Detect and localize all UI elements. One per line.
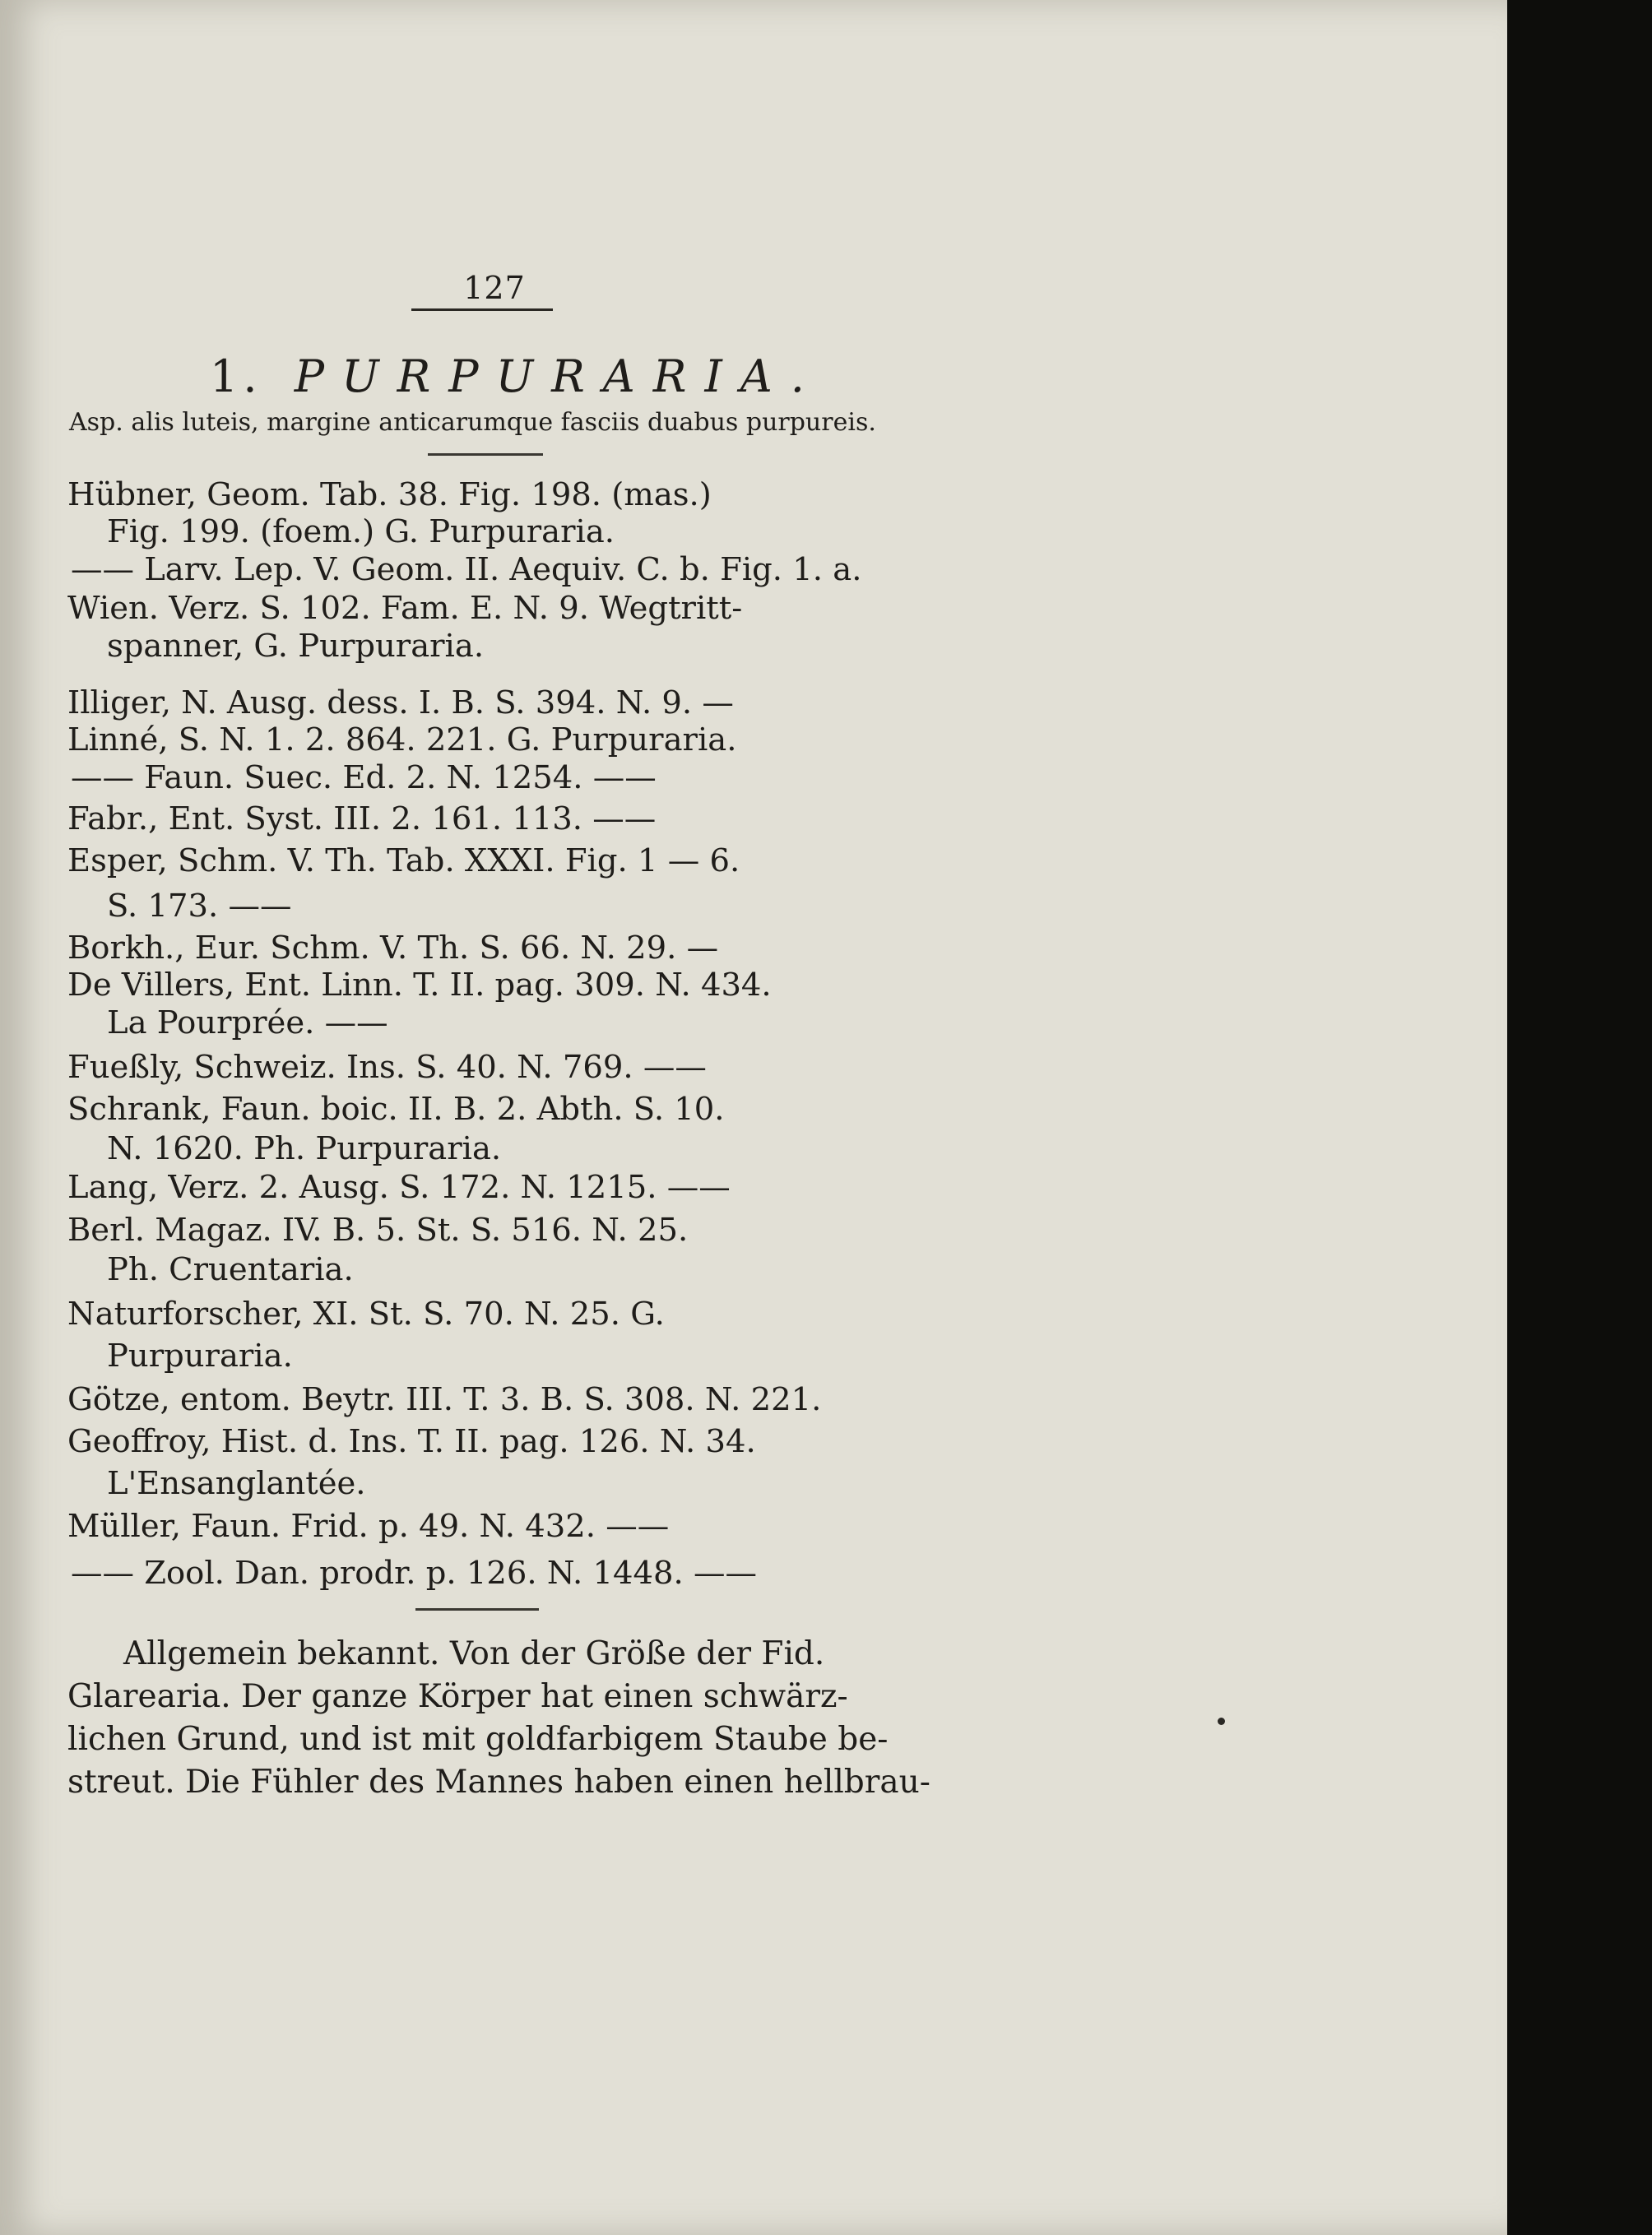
reference-line: —— Faun. Suec. Ed. 2. N. 1254. ——: [71, 759, 657, 796]
reference-line: Naturforscher, XI. St. S. 70. N. 25. G.: [67, 1296, 665, 1333]
paragraph-line: streut. Die Fühler des Mannes haben einen hellbrau-: [67, 1764, 930, 1801]
species-name: PURPURARIA.: [294, 350, 823, 402]
species-diagnosis: Asp. alis luteis, margine anticarumque fasciis duabus purpureis.: [69, 408, 876, 437]
reference-line: N. 1620. Ph. Purpuraria.: [107, 1130, 502, 1167]
reference-line: Illiger, N. Ausg. dess. I. B. S. 394. N. 9. —: [67, 684, 734, 721]
reference-line: Hübner, Geom. Tab. 38. Fig. 198. (mas.): [67, 476, 712, 513]
page-number-rule: [411, 308, 553, 311]
reference-line: Wien. Verz. S. 102. Fam. E. N. 9. Wegtritt-: [67, 590, 743, 627]
reference-line: Schrank, Faun. boic. II. B. 2. Abth. S. 10.: [67, 1091, 725, 1128]
species-number: 1.: [210, 350, 262, 402]
paragraph-line: Allgemein bekannt. Von der Größe der Fid.: [123, 1635, 825, 1672]
page-number: 127: [463, 270, 526, 306]
reference-line: Berl. Magaz. IV. B. 5. St. S. 516. N. 25.: [67, 1212, 689, 1249]
reference-line: De Villers, Ent. Linn. T. II. pag. 309. N. 434.: [67, 967, 772, 1004]
reference-line: Ph. Cruentaria.: [107, 1251, 354, 1288]
section-divider: [415, 1608, 539, 1611]
reference-line: Fig. 199. (foem.) G. Purpuraria.: [107, 513, 615, 550]
paragraph-line: lichen Grund, und ist mit goldfarbigem Staube be-: [67, 1721, 889, 1758]
reference-line: Esper, Schm. V. Th. Tab. XXXI. Fig. 1 — 6.: [67, 842, 740, 879]
reference-line: Fabr., Ent. Syst. III. 2. 161. 113. ——: [67, 800, 657, 837]
reference-line: Purpuraria.: [107, 1338, 293, 1375]
reference-line: —— Larv. Lep. V. Geom. II. Aequiv. C. b. Fig. 1. a.: [71, 551, 862, 588]
paragraph-line: Glarearia. Der ganze Körper hat einen schwärz-: [67, 1678, 848, 1715]
reference-line: Borkh., Eur. Schm. V. Th. S. 66. N. 29. —: [67, 930, 719, 967]
section-divider: [428, 453, 543, 456]
reference-line: S. 173. ——: [107, 888, 292, 925]
reference-line: spanner, G. Purpuraria.: [107, 628, 485, 665]
reference-line: La Pourprée. ——: [107, 1004, 388, 1041]
reference-line: Lang, Verz. 2. Ausg. S. 172. N. 1215. ——: [67, 1169, 731, 1206]
reference-line: L'Ensanglantée.: [107, 1465, 366, 1502]
reference-line: Götze, entom. Beytr. III. T. 3. B. S. 308. N. 221.: [67, 1381, 822, 1418]
reference-line: Geoffroy, Hist. d. Ins. T. II. pag. 126. N. 34.: [67, 1423, 756, 1460]
species-heading: [210, 350, 823, 402]
reference-line: Linné, S. N. 1. 2. 864. 221. G. Purpuraria.: [67, 721, 737, 758]
reference-line: Fueßly, Schweiz. Ins. S. 40. N. 769. ——: [67, 1049, 707, 1086]
reference-line: Müller, Faun. Frid. p. 49. N. 432. ——: [67, 1508, 670, 1545]
reference-line: —— Zool. Dan. prodr. p. 126. N. 1448. ——: [71, 1555, 757, 1592]
ink-speck: [1218, 1718, 1225, 1725]
